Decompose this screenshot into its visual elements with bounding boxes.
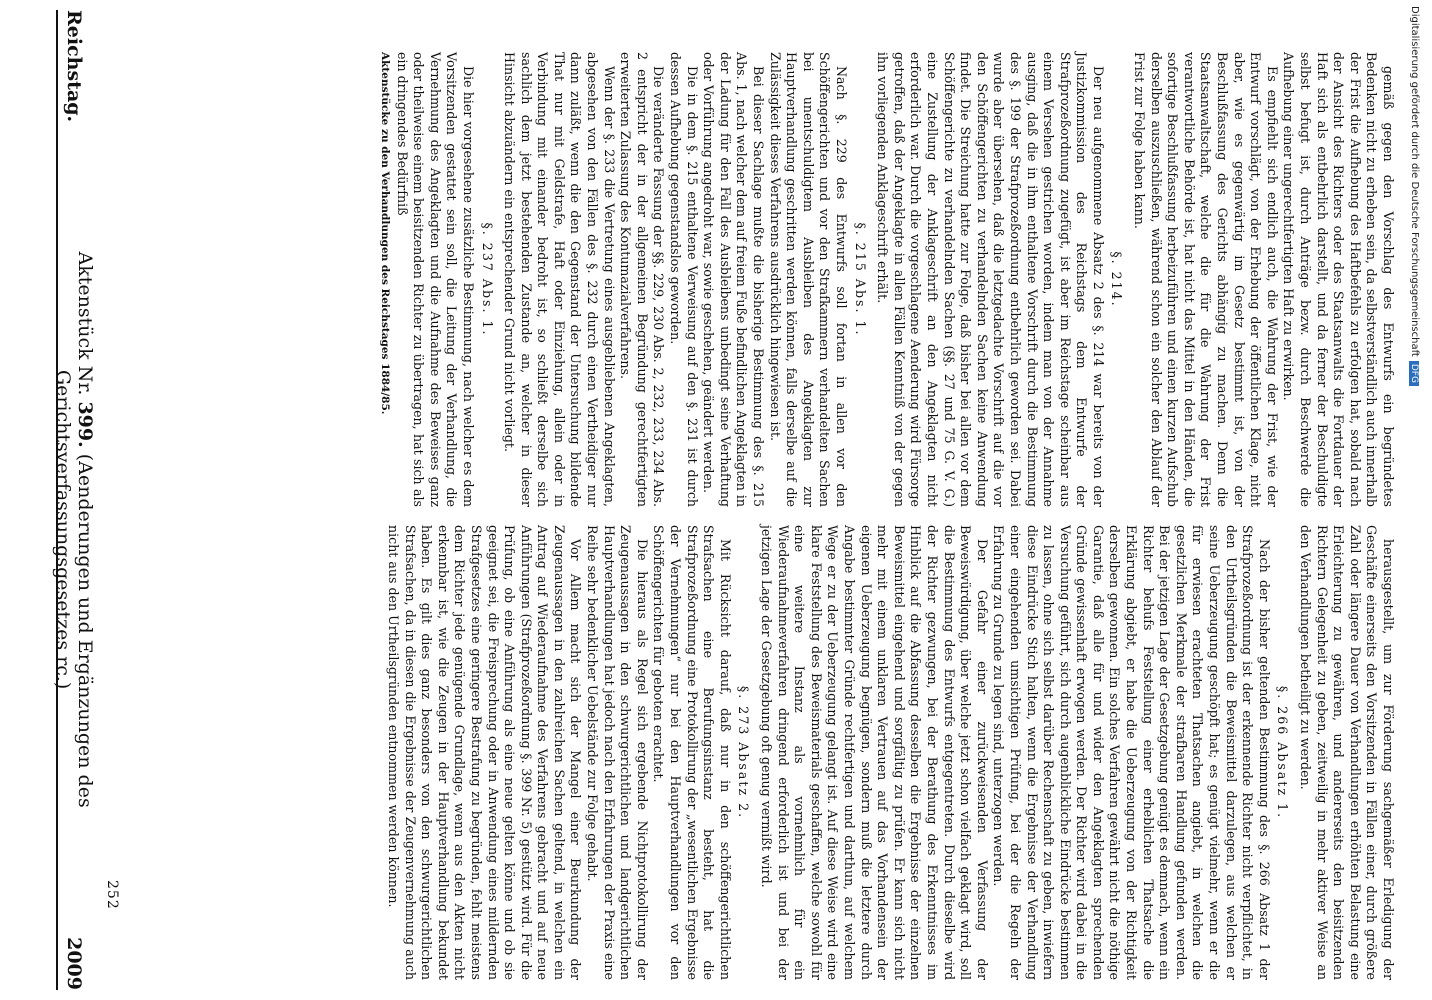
section-heading: §. 273 Absatz 2. <box>736 685 752 820</box>
paragraph: gemäß gegen den Vorschlag des Entwurfs ein begründetes Bedenken nicht zu erheben sein, da selbstverständlich auch innerhalb der Frist die Aufhebung des Haftbefehls zu erfolgen hat, sobald nach der Ansicht des Richters oder des Staatsanwalts die Fortdauer der Haft sich als entbehrlich darstellt, und da ferner der Beschuldigte selbst befugt ist, durch Anträge bezw. durch Beschwerde die Aufhebung einer ungerechtfertigten Haft zu erwirken. <box>1281 52 1396 507</box>
page-footer: Aktenstücke zu den Verhandlungen des Reichstages 1884/85. <box>378 52 391 415</box>
paragraph: Die hier vorgesehene zusätzliche Bestimmung, nach welcher es dem Vorsitzenden gestattet sein soll, die Leitung der Verhandlung, die Vernehmung des Angeklagten und die Aufnahme des Beweises ganz oder theilweise einem beisitzenden Richter zu übertragen, hat sich als ein dringendes Bedürfniß <box>394 52 476 507</box>
section-heading: §. 266 Absatz 1. <box>1275 685 1291 820</box>
document-title: (Aenderungen und Ergänzungen des Gerichtsverfassungsgesetzes rc.) <box>52 369 96 808</box>
paragraph: Vor Allem macht sich der Mangel einer Beurkundung der Zeugenaussagen in den zahlreichen Sachen geltend, in welchen ein Antrag auf Wiederaufnahme des Verfahrens gebracht und auf neue Anführungen (Strafprozeßordnung §. 399 Nr. 5) gestützt wird. Für die Prüfung, ob eine Anführung als eine neue gelten könne und ob sie geeignet sei, die Freisprechung oder in Anwendung eines mildernden Strafgesetzes eine geringere Bestrafung zu begründen, fehlt meistens dem Richter jede genügende Grundlage, wenn aus den Akten nicht erkennbar ist, wie die Zeugen in der Hauptverhandlung bekundet haben. Es gilt dies ganz besonders von den schwurgerichtlichen Strafsachen, da in diesen die Ergebnisse der Zeugenvernehmung auch nicht aus den Urtheilsgründen entnommen werden können. <box>385 525 584 980</box>
digitization-text: Digitalisierung gefördert durch die Deutsche Forschungsgemeinschaft <box>1409 6 1420 357</box>
document-label: Aktenstück Nr. <box>74 251 96 396</box>
digitization-note <box>1409 6 1420 986</box>
page-number: 2009 <box>63 937 85 990</box>
paragraph: Mit Rücksicht darauf, daß nur in den schöffengerichtlichen Strafsachen eine Berufungsinstanz besteht, hat die Strafprozeßordnung eine Protokollirung der „wesentlichen Ergebnisse der Vernehmungen“ nur bei den Hauptverhandlungen vor den Schöffengerichten für geboten erachtet. <box>651 525 733 980</box>
section-heading: §. 215 Abs. 1. <box>852 222 868 337</box>
section-heading: §. 214. <box>1109 251 1125 308</box>
paragraph: Nach §. 229 des Entwurfs soll fortan in allen vor den Schöffengerichten und vor den Strafkammern verhandelten Sachen bei unentschuldigtem Ausbleiben des Angeklagten zur Hauptverhandlung geschritten werden können, falls derselbe auf die Zulässigkeit dieses Verfahrens ausdrücklich hingewiesen ist. <box>767 52 849 507</box>
paragraph: Der Gefahr einer zurückweisenden Verfassung der Beweiswürdigung, über welche jetzt schon vielfach geklagt wird, soll die Bestimmung des Entwurfs entgegentreten. Durch dieselbe wird der Richter gezwungen, bei der Berathung des Erkenntnisses im Hinblick auf die Abfassung desselben die Ergebnisse der einzelnen Beweismittel eingehend und sorgfältig zu prüfen. Er kann sich nicht mehr mit einem unklaren Vertrauen auf das Vorhandensein der eigenen Ueberzeugung begnügen, sondern muß die letztere durch Angabe bestimmter Gründe rechtfertigen und darthun, auf welchem Wege er zu der Ueberzeugung gelangt ist. Auf diese Weise wird eine klare Feststellung des Beweismaterials geschaffen, welche sowohl für eine weitere Instanz als vornehmlich für ein Wiederaufnahmeverfahren dringend erforderlich ist und bei der jetzigen Lage der Gesetzgebung oft genug vermißt wird. <box>759 525 990 980</box>
paragraph: Die veränderte Fassung der §§. 229, 230 Abs. 2, 232, 233, 234 Abs. 2 entspricht der in der allgemeinen Begründung gerechtfertigten erweiterten Zulassung des Kontumazialverfahrens. <box>618 52 667 507</box>
running-head <box>52 10 96 990</box>
paragraph: Bei dieser Sachlage mußte die bisherige Bestimmung des §. 215 Abs. 1, nach welcher dem auf freiem Fuße befindlichen Angeklagten in der Ladung für den Fall des Ausbleibens unbedingt seine Verhaftung oder Vorführung angedroht war, sowie geschehen, geändert werden. <box>701 52 767 507</box>
document-number: 399. <box>74 401 96 448</box>
running-head-center <box>52 122 96 937</box>
left-column <box>126 52 1396 507</box>
sheet-signature: 252 <box>104 880 120 910</box>
paragraph: Die hieraus als Regel sich ergebende Nichtprotokollirung der Zeugenaussagen in den schwurgerichtlichen und landgerichtlichen Hauptverhandlungen hat jedoch nach den Erfahrungen der Praxis eine Reihe sehr bedenklicher Uebelstände zur Folge gehabt. <box>585 525 650 980</box>
paragraph: Wenn der §. 233 die Vertretung eines ausgebliebenen Angeklagten, abgesehen von den Fällen des §. 232 durch einen Vertheidiger nur dann zuläßt, wenn die den Gegenstand der Untersuchung bildende That nur mit Geldstrafe, Haft oder Einziehung, allein oder in Verbindung mit einander bedroht ist, so schließt derselbe sich sachlich dem jetzt bestehenden Zustande an, welcher in dieser Hinsicht abzuändern ein entsprechender Grund nicht vorliegt. <box>502 52 617 507</box>
dfg-logo: DFG <box>1409 361 1419 386</box>
running-head-left: Reichstag. <box>63 10 85 123</box>
paragraph: Der neu aufgenommene Absatz 2 des §. 214 war bereits von der Justizkommission des Reichstags dem Entwurfe der Strafprozeßordnung zugefügt, ist aber im Reichstage scheinbar aus einem Versehen gestrichen worden, indem man von der Annahme ausging, daß die in ihm enthaltene Vorschrift durch die Bestimmung des §. 199 der Strafprozeßordnung entbehrlich geworden sei. Dabei wurde aber übersehen, daß die letztgedachte Vorschrift auf die vor den Schöffengerichten zu verhandelnden Sachen keine Anwendung findet. Die Streichung hatte zur Folge, daß bisher bei allen vor dem Schöffengerichte zu verhandelnden Sachen (§§. 27 und 75 G. V. G.) eine Zustellung der Anklageschrift an den Angeklagten nicht erforderlich war. Durch die vorgeschlagene Aenderung wird Fürsorge getroffen, daß der Angeklagte in allen Fällen Kenntniß von der gegen ihn vorliegenden Anklageschrift erhält. <box>875 52 1106 507</box>
paragraph: Die in dem §. 215 enthaltene Verweisung auf den §. 231 ist durch dessen Aufhebung gegenstandslos geworden. <box>668 52 700 507</box>
paragraph: Nach der bisher geltenden Bestimmung des §. 266 Absatz 1 der Strafprozeßordnung ist der erkennende Richter nicht verpflichtet, in den Urtheilsgründen die Beweismittel darzulegen, aus welchen er seine Ueberzeugung geschöpft hat; es genügt vielmehr, wenn er die für erwiesen erachteten Thatsachen angiebt, in welchen die gesetzlichen Merkmale der strafbaren Handlung gefunden werden. Bei der jetzigen Lage der Gesetzgebung genügt es demnach, wenn ein Richter behufs Feststellung einer erheblichen Thatsache die Erklärung abgiebt, er habe die Ueberzeugung von der Richtigkeit derselben gewonnen. Ein solches Verfahren gewährt nicht die nöthige Garantie, daß alle für und wider den Angeklagten sprechenden Gründe gewissenhaft erwogen werden. Der Richter wird dabei in die Versuchung geführt, sich durch augenblickliche Eindrücke bestimmen zu lassen, ohne sich selbst darüber Rechenschaft zu geben, inwiefern diese Eindrücke Stich halten, wenn die Ergebnisse der Verhandlung einer eingehenden umsichtigen Prüfung, bei der die Regeln der Erfahrung zu Grunde zu legen sind, unterzogen werden. <box>991 525 1272 980</box>
paragraph: Es empfiehlt sich endlich auch, die Wahrung der Frist, wie der Entwurf vorschlägt, von der Erhebung der öffentlichen Klage, nicht aber, wie es gegenwärtig im Gesetz bestimmt ist, von der Beschlußfassung des Gerichts abhängig zu machen. Denn die Staatsanwaltschaft, welche die für die Wahrung der Frist verantwortliche Behörde ist, hat nicht das Mittel in den Händen, die sofortige Beschlußfassung herbeizuführen und einen kurzen Aufschub derselben auszuschließen, während schon ein solcher den Ablauf der Frist zur Folge haben kann. <box>1132 52 1280 507</box>
section-heading: §. 237 Abs. 1. <box>479 222 495 337</box>
right-column <box>126 525 1396 980</box>
paragraph: herausgestellt, um zur Förderung sachgemäßer Erledigung der Geschäfte einerseits den Vorsitzenden in Fällen einer, durch größere Zahl oder längere Dauer von Verhandlungen erhöhten Belastung eine Erleichterung zu gewähren, und andererseits den beisitzenden Richtern Gelegenheit zu geben, zeitweilig in mehr aktiver Weise an den Verhandlungen betheiligt zu werden. <box>1298 525 1396 980</box>
